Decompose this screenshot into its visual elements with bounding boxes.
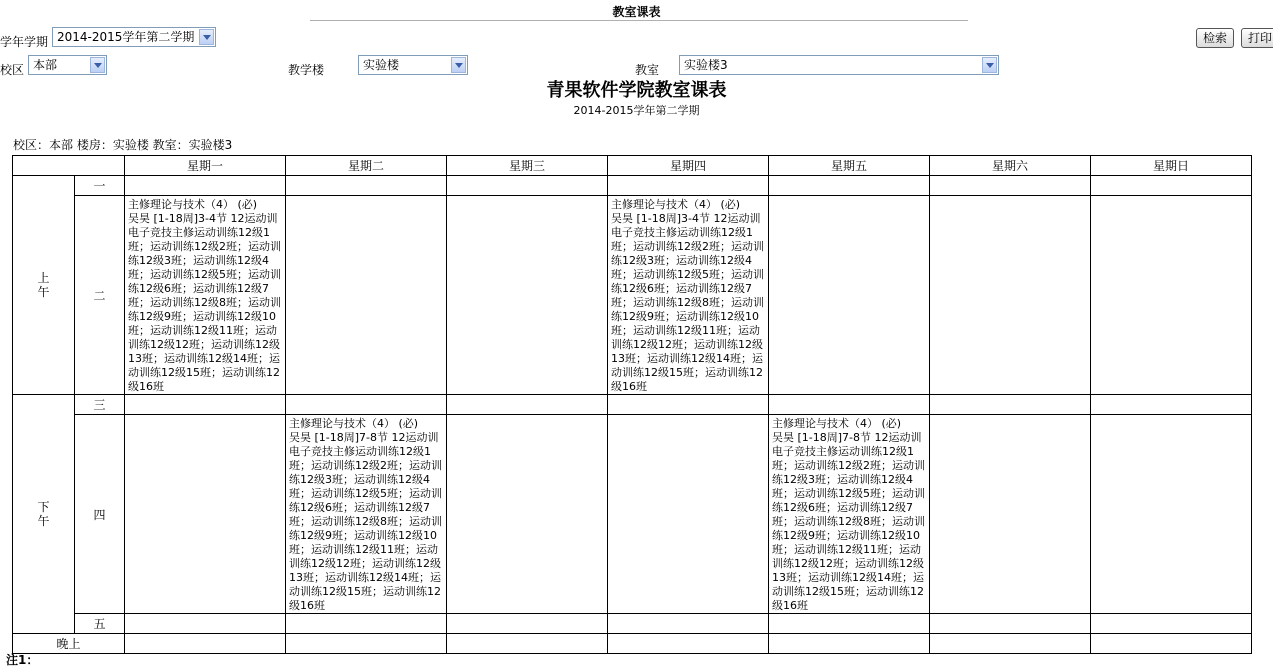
schedule-cell xyxy=(447,196,608,395)
campus-select[interactable] xyxy=(28,55,107,75)
schedule-cell xyxy=(930,634,1091,654)
schedule-cell xyxy=(769,614,930,634)
schedule-cell xyxy=(447,634,608,654)
schedule-cell xyxy=(769,395,930,415)
campus-select-value: 本部 xyxy=(33,58,58,72)
schedule-cell xyxy=(286,634,447,654)
term-label: 学年学期 xyxy=(0,35,49,49)
section-afternoon-label: 下午 xyxy=(37,500,50,528)
schedule-cell xyxy=(1091,415,1252,614)
schedule-title: 青果软件学院教室课表 xyxy=(546,80,727,101)
schedule-cell xyxy=(447,176,608,196)
course-cell-thu-p2[interactable] xyxy=(608,196,769,395)
schedule-cell xyxy=(769,634,930,654)
schedule-cell xyxy=(930,196,1091,395)
day-header: 星期日 xyxy=(1091,156,1252,176)
course-text: 主修理论与技术（4） (必) 吴昊 [1-18周]7-8节 12运动训电子竞技主修运动训练12级1班；运动训练12级2班；运动训练12级3班；运动训练12级4班；运动训练12级5班；运动训练12级6班；运动训练12级7班；运动训练12级8班；运动训练12级9班；运动训练12级10班；运动训练12级11班；运动训练12级12班；运动训练12级13班；运动训练12级14班；运动训练12级15班；运动训练12级16班 xyxy=(289,417,442,612)
schedule-cell xyxy=(1091,196,1252,395)
schedule-cell xyxy=(447,395,608,415)
schedule-cell xyxy=(125,415,286,614)
schedule-cell xyxy=(125,634,286,654)
period-cell: 一 xyxy=(75,176,125,196)
chevron-down-icon[interactable] xyxy=(90,57,105,73)
chevron-down-icon[interactable] xyxy=(982,57,997,73)
period-cell: 二 xyxy=(75,196,125,395)
room-label: 教室 xyxy=(635,63,660,77)
schedule-cell xyxy=(1091,176,1252,196)
schedule-cell xyxy=(447,614,608,634)
print-button[interactable]: 打印 xyxy=(1241,28,1273,48)
schedule-cell xyxy=(608,415,769,614)
schedule-subtitle: 2014-2015学年第二学期 xyxy=(573,104,700,117)
period-cell: 三 xyxy=(75,395,125,415)
day-header: 星期三 xyxy=(447,156,608,176)
period-cell: 四 xyxy=(75,415,125,614)
schedule-cell xyxy=(286,176,447,196)
schedule-cell xyxy=(125,395,286,415)
building-label: 教学楼 xyxy=(288,63,325,77)
schedule-cell xyxy=(930,415,1091,614)
schedule-cell xyxy=(608,176,769,196)
day-header: 星期一 xyxy=(125,156,286,176)
course-cell-tue-p4[interactable] xyxy=(286,415,447,614)
day-header: 星期四 xyxy=(608,156,769,176)
schedule-cell xyxy=(286,395,447,415)
course-text: 主修理论与技术（4） (必) 吴昊 [1-18周]3-4节 12运动训电子竞技主修运动训练12级1班；运动训练12级2班；运动训练12级3班；运动训练12级4班；运动训练12级5班；运动训练12级6班；运动训练12级7班；运动训练12级8班；运动训练12级9班；运动训练12级10班；运动训练12级11班；运动训练12级12班；运动训练12级13班；运动训练12级14班；运动训练12级15班；运动训练12级16班 xyxy=(128,198,281,393)
building-select[interactable] xyxy=(358,55,468,75)
building-select-value: 实验楼 xyxy=(363,58,400,72)
note-label: 注1： xyxy=(6,653,39,667)
search-button[interactable]: 检索 xyxy=(1196,28,1234,48)
schedule-cell xyxy=(1091,634,1252,654)
section-morning xyxy=(13,176,75,395)
section-evening: 晚上 xyxy=(13,634,125,654)
day-header: 星期六 xyxy=(930,156,1091,176)
page-title: 教室课表 xyxy=(612,5,661,19)
term-select-value: 2014-2015学年第二学期 xyxy=(57,30,195,44)
schedule-cell xyxy=(608,634,769,654)
schedule-cell xyxy=(930,395,1091,415)
chevron-down-icon[interactable] xyxy=(199,29,214,45)
schedule-cell xyxy=(769,196,930,395)
room-info-line: 校区：本部 楼房：实验楼 教室：实验楼3 xyxy=(13,138,233,152)
course-cell-fri-p4[interactable] xyxy=(769,415,930,614)
schedule-table xyxy=(12,155,1252,654)
schedule-cell xyxy=(608,395,769,415)
schedule-cell xyxy=(1091,614,1252,634)
day-header: 星期二 xyxy=(286,156,447,176)
schedule-cell xyxy=(447,415,608,614)
schedule-cell xyxy=(286,196,447,395)
title-divider xyxy=(310,20,968,21)
course-cell-mon-p2[interactable] xyxy=(125,196,286,395)
section-morning-label: 上午 xyxy=(37,271,50,299)
schedule-cell xyxy=(1091,395,1252,415)
course-text: 主修理论与技术（4） (必) 吴昊 [1-18周]3-4节 12运动训电子竞技主修运动训练12级1班；运动训练12级2班；运动训练12级3班；运动训练12级4班；运动训练12级5班；运动训练12级6班；运动训练12级7班；运动训练12级8班；运动训练12级9班；运动训练12级10班；运动训练12级11班；运动训练12级12班；运动训练12级13班；运动训练12级14班；运动训练12级15班；运动训练12级16班 xyxy=(611,198,764,393)
schedule-cell xyxy=(608,614,769,634)
schedule-cell xyxy=(769,176,930,196)
schedule-cell xyxy=(930,614,1091,634)
schedule-cell xyxy=(125,176,286,196)
campus-label: 校区 xyxy=(0,63,25,77)
room-select-value: 实验楼3 xyxy=(684,58,728,72)
chevron-down-icon[interactable] xyxy=(451,57,466,73)
schedule-cell xyxy=(125,614,286,634)
course-text: 主修理论与技术（4） (必) 吴昊 [1-18周]7-8节 12运动训电子竞技主修运动训练12级1班；运动训练12级2班；运动训练12级3班；运动训练12级4班；运动训练12级5班；运动训练12级6班；运动训练12级7班；运动训练12级8班；运动训练12级9班；运动训练12级10班；运动训练12级11班；运动训练12级12班；运动训练12级13班；运动训练12级14班；运动训练12级15班；运动训练12级16班 xyxy=(772,417,925,612)
section-afternoon xyxy=(13,395,75,634)
term-select[interactable] xyxy=(52,27,216,47)
period-cell: 五 xyxy=(75,614,125,634)
schedule-cell xyxy=(930,176,1091,196)
room-select[interactable] xyxy=(679,55,999,75)
corner-cell xyxy=(13,156,125,176)
day-header: 星期五 xyxy=(769,156,930,176)
schedule-cell xyxy=(286,614,447,634)
